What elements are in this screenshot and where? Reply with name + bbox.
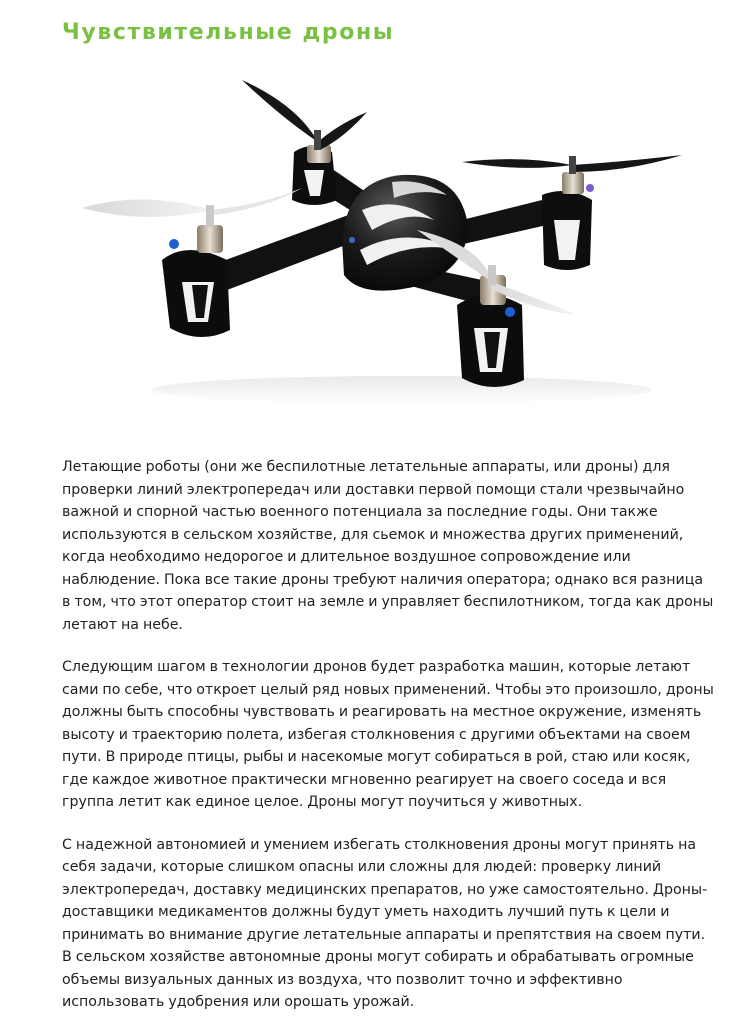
quadcopter-drone-image [62,60,712,410]
propeller-front-left [82,188,302,227]
propeller-rear-left [242,80,367,150]
front-left-arm [162,225,230,337]
paragraph-2: Следующим шагом в технологии дронов будет разработка машин, которые летают сами по себе, что откроет целый ряд новых применений. Чтобы это произошло, дроны должны быть способны чувствовать и реагировать на местное окружение, изменять высоту и траекторию полета, избегая столкновения с другими объектами на своем пути. В природе птицы, рыбы и насекомые могут собираться в рой, стаю или косяк, где каждое животное практически мгновенно реагирует на своего соседа и вся группа летит как единое целое. Дроны могут поучиться у животных. [62,659,714,810]
rear-left-arm [292,145,337,205]
propeller-rear-right [462,155,682,174]
paragraph-1: Летающие роботы (они же беспилотные летательные аппараты, или дроны) для проверки линий электропередач или доставки первой помощи стали чрезвычайно важной и спорной частью военного потенциала за последние годы. Они также используются в сельском хозяйстве, для сьемок и множества других применений, когда необходимо недорогое и длительное воздушное сопровождение или наблюдение. Пока все такие дроны требуют наличия оператора; однако вся разница в том, что этот оператор стоит на земле и управляет беспилотником, тогда как дроны летают на небе. [62,459,714,633]
rear-right-arm [542,172,594,270]
paragraph-3: С надежной автономией и умением избегать столкновения дроны могут принять на себя задачи, которые слишком опасны или сложны для людей: проверку линий электропередач, доставку медицинских препаратов, но уже самостоятельно. Дроны-доставщики медикаментов должны будут уметь находить лучший путь к цели и принимать во внимание другие летательные аппараты и препятствия на своем пути. В сельском хозяйстве автономные дроны могут собирать и обрабатывать огромные объемы визуальных данных из воздуха, что позволит точно и эффективно использовать удобрения или орошать урожай. [62,836,708,1010]
article-body [62,456,714,1034]
page-title: Чувствительные дроны [62,20,395,45]
